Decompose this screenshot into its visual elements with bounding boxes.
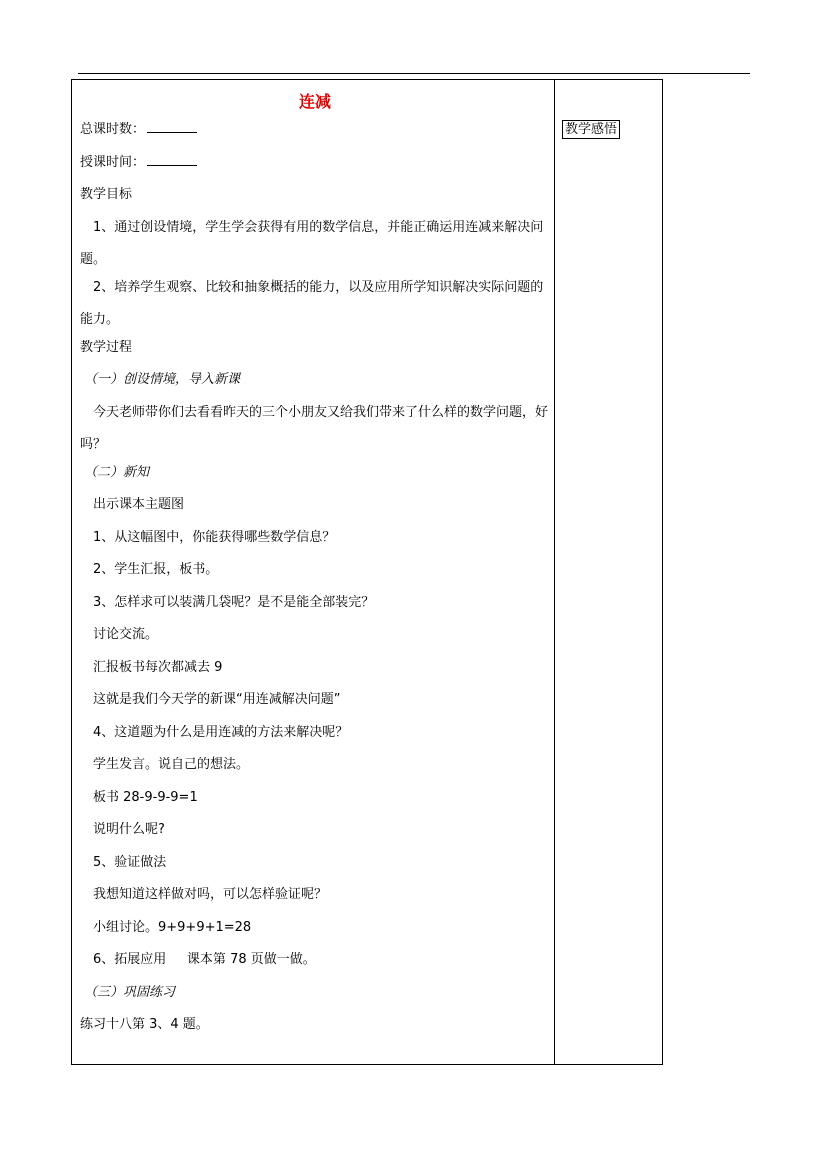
total-hours-blank (147, 120, 197, 133)
reflection-label: 教学感悟 (562, 120, 620, 139)
intro-paragraph: 今天老师带你们去看看昨天的三个小朋友又给我们带来了什么样的数学问题，好吗？ (80, 404, 549, 452)
step-line: 小组讨论。9+9+9+1=28 (93, 919, 252, 935)
lesson-content (80, 88, 550, 1048)
lesson-title: 连减 (298, 92, 331, 111)
section-1-heading: （一）创设情境，导入新课 (84, 372, 241, 387)
step-line: 板书 28-9-9-9=1 (93, 789, 198, 805)
goal-1: 1、通过创设情境，学生学会获得有用的数学信息，并能正确运用连减来解决问题。 (80, 219, 544, 267)
header-rule (78, 73, 750, 74)
step-line: 说明什么呢? (93, 822, 165, 837)
step-line: 汇报板书每次都减去 9 (93, 659, 223, 675)
step-line: 这就是我们今天学的新课“用连减解决问题” (93, 692, 341, 707)
step-line: 我想知道这样做对吗，可以怎样验证呢？ (93, 887, 328, 902)
step-line: 5、验证做法 (93, 854, 167, 870)
step-line: 学生发言。说自己的想法。 (93, 757, 250, 772)
total-hours-label: 总课时数： (80, 122, 146, 137)
total-hours-line (80, 120, 550, 140)
class-time-line (80, 153, 550, 173)
section-2-heading: （二）新知 (84, 464, 150, 480)
step-line: 6、拓展应用 课本第 78 页做一做。 (93, 952, 316, 967)
class-time-blank (147, 153, 197, 166)
step-line: 3、怎样求可以装满几袋呢？是不是能全部装完？ (93, 594, 375, 610)
step-line: 1、从这幅图中，你能获得哪些数学信息？ (93, 529, 336, 545)
exercise-line: 练习十八第 3、4 题。 (80, 1017, 209, 1032)
process-heading: 教学过程 (80, 339, 133, 355)
section-3-heading: （三）巩固练习 (84, 984, 176, 1000)
class-time-label: 授课时间： (80, 154, 146, 170)
step-line: 讨论交流。 (93, 627, 159, 642)
step-line: 出示课本主题图 (93, 497, 185, 512)
step-line: 2、学生汇报，板书。 (93, 562, 219, 577)
goals-heading: 教学目标 (80, 187, 133, 202)
step-line: 4、这道题为什么是用连减的方法来解决呢？ (93, 724, 349, 740)
column-divider (554, 79, 555, 1065)
goal-2: 2、培养学生观察、比较和抽象概括的能力，以及应用所学知识解决实际问题的能力。 (80, 279, 544, 327)
